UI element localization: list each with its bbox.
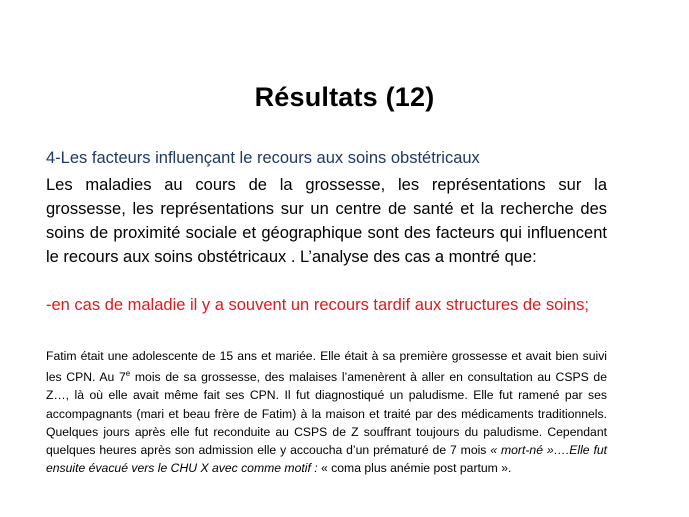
case-story-text: mois de sa grossesse, des malaises l’amenèrent à aller en consultation au CSPS de Z…, là où elle avait même fait ses CPN. Il fut diagnostiqué un paludisme. Elle fut ramené par ses accompagnants (mari et beau frère de Fatim) à la maison et traité par des médicaments traditionnels. Quelques jours après elle fut reconduite au CSPS de Z souffrant toujours du paludisme. Cependant quelques heures après son admission elle y accoucha d’un prématuré de 7 mois <box>46 370 607 458</box>
slide-subtitle: 4-Les facteurs influençant le recours aux soins obstétricaux <box>46 149 480 167</box>
case-story-superscript: e <box>125 369 131 379</box>
case-story-text: « coma plus anémie post partum ». <box>317 461 512 476</box>
key-point: -en cas de maladie il y a souvent un recours tardif aux structures de soins; <box>46 296 589 314</box>
intro-paragraph: Les maladies au cours de la grossesse, les représentations sur la grossesse, les représentations sur un centre de santé et la recherche des soins de proximité sociale et géographique sont des facteurs qui influencent le recours aux soins obstétricaux . L’analyse des cas a montré que: <box>46 176 607 266</box>
slide-title: Résultats (12) <box>254 82 435 112</box>
case-story-italic: « mort-né »….Elle fut ensuite évacué vers le CHU X avec comme motif : <box>46 443 607 476</box>
case-story-text: Fatim était une adolescente de 15 ans et mariée. Elle était à sa première grossesse et avait bien suivi les CPN. Au 7 <box>46 349 607 385</box>
case-story <box>46 347 607 477</box>
